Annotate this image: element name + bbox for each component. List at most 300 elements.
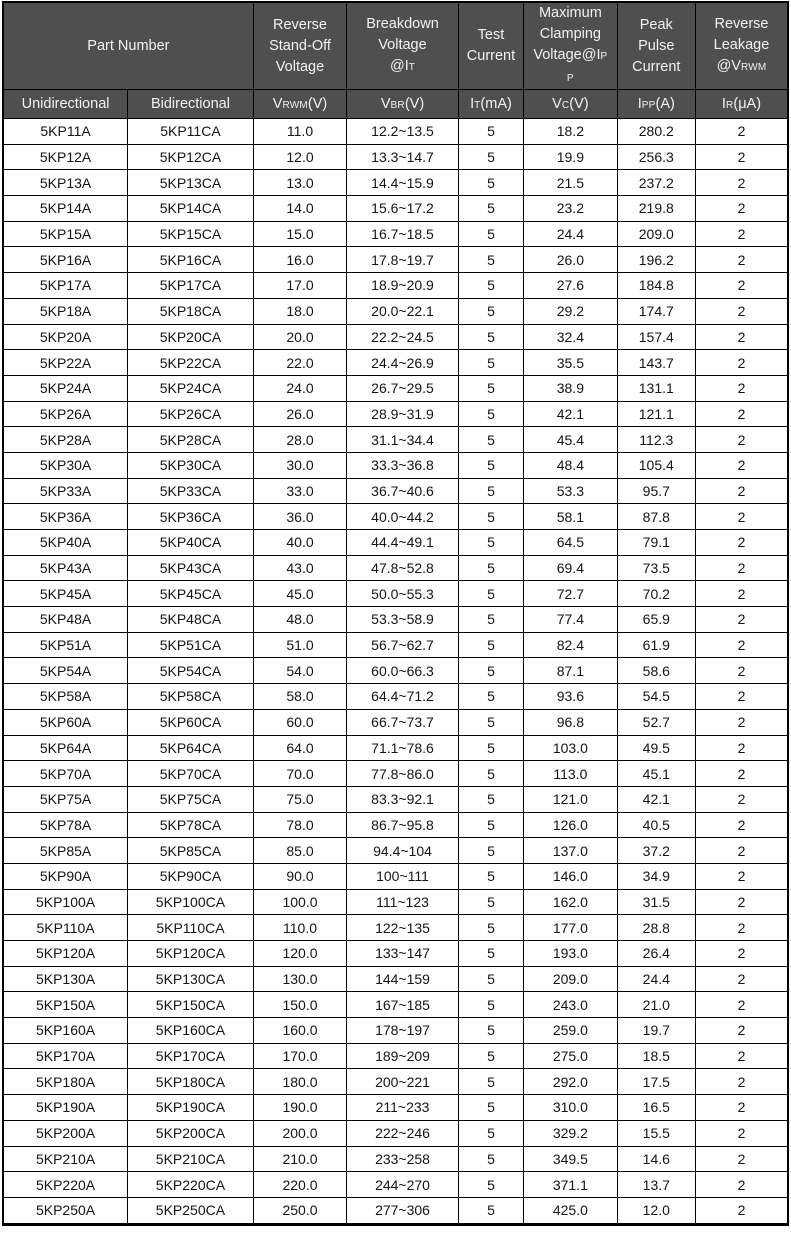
cell-test-current: 5: [458, 1095, 523, 1121]
cell-part-unidirectional: 5KP13A: [3, 170, 128, 196]
cell-reverse-leakage: 2: [695, 350, 788, 376]
cell-peak-pulse-current: 37.2: [617, 838, 695, 864]
table-row: [3, 427, 788, 453]
header-line: Current: [632, 58, 681, 75]
table-row: [3, 144, 788, 170]
cell-part-unidirectional: 5KP24A: [3, 375, 128, 401]
cell-test-current: 5: [458, 401, 523, 427]
cell-part-unidirectional: 5KP36A: [3, 504, 128, 530]
cell-test-current: 5: [458, 607, 523, 633]
cell-clamping-voltage: 371.1: [524, 1172, 617, 1198]
cell-peak-pulse-current: 105.4: [617, 452, 695, 478]
table-row: [3, 119, 788, 145]
cell-clamping-voltage: 329.2: [524, 1120, 617, 1146]
cell-vbr-voltage: 18.9~20.9: [347, 273, 459, 299]
cell-peak-pulse-current: 19.7: [617, 1018, 695, 1044]
col-header-reverse-leakage: [695, 2, 788, 90]
cell-peak-pulse-current: 95.7: [617, 478, 695, 504]
table-row: [3, 684, 788, 710]
cell-part-bidirectional: 5KP210CA: [128, 1146, 254, 1172]
cell-vrwm-voltage: 220.0: [253, 1172, 346, 1198]
subscript: T: [474, 100, 481, 111]
cell-part-bidirectional: 5KP15CA: [128, 221, 254, 247]
cell-peak-pulse-current: 112.3: [617, 427, 695, 453]
subscript: R: [725, 100, 734, 111]
cell-test-current: 5: [458, 1172, 523, 1198]
cell-vrwm-voltage: 36.0: [253, 504, 346, 530]
cell-part-bidirectional: 5KP150CA: [128, 992, 254, 1018]
cell-part-unidirectional: 5KP210A: [3, 1146, 128, 1172]
cell-clamping-voltage: 103.0: [524, 735, 617, 761]
cell-reverse-leakage: 2: [695, 889, 788, 915]
cell-reverse-leakage: 2: [695, 1197, 788, 1224]
cell-part-bidirectional: 5KP250CA: [128, 1197, 254, 1224]
cell-test-current: 5: [458, 170, 523, 196]
cell-part-bidirectional: 5KP51CA: [128, 632, 254, 658]
cell-vrwm-voltage: 20.0: [253, 324, 346, 350]
table-row: [3, 1043, 788, 1069]
cell-vbr-voltage: 94.4~104: [347, 838, 459, 864]
cell-test-current: 5: [458, 684, 523, 710]
cell-peak-pulse-current: 219.8: [617, 196, 695, 222]
cell-test-current: 5: [458, 555, 523, 581]
cell-peak-pulse-current: 184.8: [617, 273, 695, 299]
cell-test-current: 5: [458, 1018, 523, 1044]
cell-peak-pulse-current: 15.5: [617, 1120, 695, 1146]
cell-peak-pulse-current: 26.4: [617, 941, 695, 967]
table-row: [3, 607, 788, 633]
cell-reverse-leakage: 2: [695, 273, 788, 299]
col-header-vbr-unit: VBR(V): [347, 90, 459, 119]
cell-part-bidirectional: 5KP17CA: [128, 273, 254, 299]
table-body: [3, 119, 788, 1225]
cell-test-current: 5: [458, 375, 523, 401]
cell-vrwm-voltage: 100.0: [253, 889, 346, 915]
cell-test-current: 5: [458, 1043, 523, 1069]
cell-reverse-leakage: 2: [695, 1146, 788, 1172]
cell-vbr-voltage: 71.1~78.6: [347, 735, 459, 761]
table-row: [3, 761, 788, 787]
cell-part-unidirectional: 5KP28A: [3, 427, 128, 453]
cell-part-unidirectional: 5KP58A: [3, 684, 128, 710]
cell-part-bidirectional: 5KP85CA: [128, 838, 254, 864]
cell-clamping-voltage: 23.2: [524, 196, 617, 222]
cell-vbr-voltage: 189~209: [347, 1043, 459, 1069]
cell-vrwm-voltage: 90.0: [253, 863, 346, 889]
cell-vrwm-voltage: 30.0: [253, 452, 346, 478]
cell-part-bidirectional: 5KP33CA: [128, 478, 254, 504]
cell-peak-pulse-current: 157.4: [617, 324, 695, 350]
cell-part-bidirectional: 5KP11CA: [128, 119, 254, 145]
col-header-ir-unit: IR(μA): [695, 90, 788, 119]
cell-part-unidirectional: 5KP75A: [3, 786, 128, 812]
cell-peak-pulse-current: 12.0: [617, 1197, 695, 1224]
cell-clamping-voltage: 42.1: [524, 401, 617, 427]
cell-reverse-leakage: 2: [695, 324, 788, 350]
cell-vbr-voltage: 233~258: [347, 1146, 459, 1172]
table-row: [3, 992, 788, 1018]
cell-part-bidirectional: 5KP18CA: [128, 298, 254, 324]
cell-vbr-voltage: 60.0~66.3: [347, 658, 459, 684]
cell-test-current: 5: [458, 658, 523, 684]
cell-vbr-voltage: 111~123: [347, 889, 459, 915]
cell-clamping-voltage: 53.3: [524, 478, 617, 504]
header-line: Voltage: [275, 58, 325, 75]
cell-clamping-voltage: 87.1: [524, 658, 617, 684]
cell-peak-pulse-current: 45.1: [617, 761, 695, 787]
cell-peak-pulse-current: 28.8: [617, 915, 695, 941]
cell-vbr-voltage: 178~197: [347, 1018, 459, 1044]
cell-vbr-voltage: 122~135: [347, 915, 459, 941]
cell-reverse-leakage: 2: [695, 941, 788, 967]
table-row: [3, 966, 788, 992]
cell-peak-pulse-current: 14.6: [617, 1146, 695, 1172]
cell-vrwm-voltage: 190.0: [253, 1095, 346, 1121]
table-row: [3, 247, 788, 273]
cell-part-unidirectional: 5KP54A: [3, 658, 128, 684]
cell-part-unidirectional: 5KP30A: [3, 452, 128, 478]
header-line: Stand-Off: [269, 37, 331, 54]
cell-test-current: 5: [458, 1146, 523, 1172]
cell-vrwm-voltage: 85.0: [253, 838, 346, 864]
cell-vrwm-voltage: 75.0: [253, 786, 346, 812]
cell-peak-pulse-current: 209.0: [617, 221, 695, 247]
col-header-reverse-standoff-voltage: [253, 2, 346, 90]
cell-part-bidirectional: 5KP170CA: [128, 1043, 254, 1069]
cell-reverse-leakage: 2: [695, 709, 788, 735]
cell-clamping-voltage: 72.7: [524, 581, 617, 607]
cell-vbr-voltage: 244~270: [347, 1172, 459, 1198]
cell-clamping-voltage: 24.4: [524, 221, 617, 247]
cell-clamping-voltage: 45.4: [524, 427, 617, 453]
cell-test-current: 5: [458, 1069, 523, 1095]
cell-peak-pulse-current: 143.7: [617, 350, 695, 376]
cell-clamping-voltage: 32.4: [524, 324, 617, 350]
cell-part-unidirectional: 5KP110A: [3, 915, 128, 941]
cell-clamping-voltage: 96.8: [524, 709, 617, 735]
cell-clamping-voltage: 349.5: [524, 1146, 617, 1172]
header-line: Test: [477, 27, 505, 43]
cell-part-bidirectional: 5KP40CA: [128, 530, 254, 556]
cell-clamping-voltage: 121.0: [524, 786, 617, 812]
table-row: [3, 1120, 788, 1146]
cell-part-bidirectional: 5KP12CA: [128, 144, 254, 170]
cell-part-unidirectional: 5KP51A: [3, 632, 128, 658]
header-line: Leakage: [713, 37, 770, 53]
tvs-diode-spec-table: [2, 1, 789, 1226]
cell-clamping-voltage: 259.0: [524, 1018, 617, 1044]
cell-vbr-voltage: 222~246: [347, 1120, 459, 1146]
cell-part-bidirectional: 5KP48CA: [128, 607, 254, 633]
cell-test-current: 5: [458, 863, 523, 889]
cell-reverse-leakage: 2: [695, 196, 788, 222]
cell-vrwm-voltage: 43.0: [253, 555, 346, 581]
cell-part-unidirectional: 5KP40A: [3, 530, 128, 556]
cell-reverse-leakage: 2: [695, 786, 788, 812]
cell-vbr-voltage: 40.0~44.2: [347, 504, 459, 530]
cell-vbr-voltage: 20.0~22.1: [347, 298, 459, 324]
cell-vrwm-voltage: 170.0: [253, 1043, 346, 1069]
table-row: [3, 530, 788, 556]
cell-reverse-leakage: 2: [695, 478, 788, 504]
cell-part-bidirectional: 5KP100CA: [128, 889, 254, 915]
cell-peak-pulse-current: 70.2: [617, 581, 695, 607]
cell-vrwm-voltage: 17.0: [253, 273, 346, 299]
col-header-breakdown-voltage: [347, 2, 459, 90]
cell-test-current: 5: [458, 735, 523, 761]
cell-vbr-voltage: 53.3~58.9: [347, 607, 459, 633]
table-row: [3, 735, 788, 761]
cell-part-unidirectional: 5KP43A: [3, 555, 128, 581]
cell-peak-pulse-current: 49.5: [617, 735, 695, 761]
cell-test-current: 5: [458, 350, 523, 376]
cell-vrwm-voltage: 40.0: [253, 530, 346, 556]
cell-vrwm-voltage: 15.0: [253, 221, 346, 247]
cell-peak-pulse-current: 52.7: [617, 709, 695, 735]
cell-vbr-voltage: 86.7~95.8: [347, 812, 459, 838]
cell-peak-pulse-current: 73.5: [617, 555, 695, 581]
table-row: [3, 632, 788, 658]
header-line: @VRWM: [716, 58, 767, 74]
cell-clamping-voltage: 18.2: [524, 119, 617, 145]
cell-vbr-voltage: 83.3~92.1: [347, 786, 459, 812]
subscript: P: [600, 51, 608, 62]
cell-part-unidirectional: 5KP85A: [3, 838, 128, 864]
cell-peak-pulse-current: 174.7: [617, 298, 695, 324]
table-row: [3, 350, 788, 376]
table-row: [3, 1095, 788, 1121]
header-line: Pulse: [638, 37, 675, 54]
cell-part-bidirectional: 5KP120CA: [128, 941, 254, 967]
cell-vbr-voltage: 33.3~36.8: [347, 452, 459, 478]
table-row: [3, 941, 788, 967]
cell-part-bidirectional: 5KP70CA: [128, 761, 254, 787]
cell-vrwm-voltage: 130.0: [253, 966, 346, 992]
cell-test-current: 5: [458, 273, 523, 299]
table-row: [3, 863, 788, 889]
cell-vrwm-voltage: 22.0: [253, 350, 346, 376]
header-line: Voltage@IP: [533, 47, 608, 63]
cell-test-current: 5: [458, 786, 523, 812]
cell-peak-pulse-current: 58.6: [617, 658, 695, 684]
cell-peak-pulse-current: 131.1: [617, 375, 695, 401]
cell-vbr-voltage: 13.3~14.7: [347, 144, 459, 170]
cell-clamping-voltage: 113.0: [524, 761, 617, 787]
table-row: [3, 1172, 788, 1198]
cell-test-current: 5: [458, 1120, 523, 1146]
cell-part-bidirectional: 5KP180CA: [128, 1069, 254, 1095]
cell-clamping-voltage: 19.9: [524, 144, 617, 170]
cell-vrwm-voltage: 180.0: [253, 1069, 346, 1095]
cell-part-bidirectional: 5KP78CA: [128, 812, 254, 838]
cell-part-bidirectional: 5KP36CA: [128, 504, 254, 530]
table-row: [3, 1146, 788, 1172]
cell-vbr-voltage: 36.7~40.6: [347, 478, 459, 504]
cell-test-current: 5: [458, 632, 523, 658]
cell-part-bidirectional: 5KP45CA: [128, 581, 254, 607]
cell-vrwm-voltage: 200.0: [253, 1120, 346, 1146]
subscript: T: [408, 62, 416, 73]
cell-reverse-leakage: 2: [695, 247, 788, 273]
cell-part-bidirectional: 5KP130CA: [128, 966, 254, 992]
cell-part-bidirectional: 5KP90CA: [128, 863, 254, 889]
table-row: [3, 709, 788, 735]
cell-clamping-voltage: 275.0: [524, 1043, 617, 1069]
cell-part-bidirectional: 5KP20CA: [128, 324, 254, 350]
header-line: Maximum: [538, 5, 602, 21]
cell-vrwm-voltage: 160.0: [253, 1018, 346, 1044]
cell-part-unidirectional: 5KP45A: [3, 581, 128, 607]
cell-part-unidirectional: 5KP250A: [3, 1197, 128, 1224]
cell-peak-pulse-current: 13.7: [617, 1172, 695, 1198]
cell-vbr-voltage: 22.2~24.5: [347, 324, 459, 350]
cell-clamping-voltage: 77.4: [524, 607, 617, 633]
cell-test-current: 5: [458, 581, 523, 607]
cell-reverse-leakage: 2: [695, 658, 788, 684]
cell-vrwm-voltage: 11.0: [253, 119, 346, 145]
cell-reverse-leakage: 2: [695, 761, 788, 787]
table-row: [3, 786, 788, 812]
cell-part-unidirectional: 5KP11A: [3, 119, 128, 145]
cell-part-bidirectional: 5KP160CA: [128, 1018, 254, 1044]
cell-vbr-voltage: 64.4~71.2: [347, 684, 459, 710]
cell-test-current: 5: [458, 941, 523, 967]
cell-part-unidirectional: 5KP70A: [3, 761, 128, 787]
cell-vrwm-voltage: 60.0: [253, 709, 346, 735]
cell-vbr-voltage: 24.4~26.9: [347, 350, 459, 376]
cell-vbr-voltage: 66.7~73.7: [347, 709, 459, 735]
cell-part-bidirectional: 5KP14CA: [128, 196, 254, 222]
cell-part-bidirectional: 5KP220CA: [128, 1172, 254, 1198]
cell-reverse-leakage: 2: [695, 530, 788, 556]
cell-clamping-voltage: 146.0: [524, 863, 617, 889]
cell-vbr-voltage: 15.6~17.2: [347, 196, 459, 222]
cell-part-bidirectional: 5KP13CA: [128, 170, 254, 196]
table-row: [3, 915, 788, 941]
cell-vbr-voltage: 77.8~86.0: [347, 761, 459, 787]
cell-reverse-leakage: 2: [695, 992, 788, 1018]
cell-vrwm-voltage: 210.0: [253, 1146, 346, 1172]
header-line: Reverse: [273, 16, 327, 33]
cell-clamping-voltage: 126.0: [524, 812, 617, 838]
cell-test-current: 5: [458, 838, 523, 864]
cell-part-unidirectional: 5KP120A: [3, 941, 128, 967]
cell-reverse-leakage: 2: [695, 915, 788, 941]
cell-test-current: 5: [458, 889, 523, 915]
cell-part-bidirectional: 5KP58CA: [128, 684, 254, 710]
cell-part-unidirectional: 5KP16A: [3, 247, 128, 273]
cell-test-current: 5: [458, 247, 523, 273]
cell-clamping-voltage: 69.4: [524, 555, 617, 581]
cell-vrwm-voltage: 16.0: [253, 247, 346, 273]
cell-part-bidirectional: 5KP64CA: [128, 735, 254, 761]
table-row: [3, 196, 788, 222]
cell-part-bidirectional: 5KP190CA: [128, 1095, 254, 1121]
col-header-it-unit: IT(mA): [458, 90, 523, 119]
cell-part-unidirectional: 5KP190A: [3, 1095, 128, 1121]
cell-vrwm-voltage: 48.0: [253, 607, 346, 633]
cell-clamping-voltage: 35.5: [524, 350, 617, 376]
cell-reverse-leakage: 2: [695, 632, 788, 658]
cell-peak-pulse-current: 65.9: [617, 607, 695, 633]
cell-vrwm-voltage: 70.0: [253, 761, 346, 787]
cell-reverse-leakage: 2: [695, 375, 788, 401]
cell-clamping-voltage: 48.4: [524, 452, 617, 478]
cell-reverse-leakage: 2: [695, 119, 788, 145]
cell-part-bidirectional: 5KP22CA: [128, 350, 254, 376]
table-row: [3, 273, 788, 299]
cell-clamping-voltage: 26.0: [524, 247, 617, 273]
table-row: [3, 1197, 788, 1224]
cell-peak-pulse-current: 21.0: [617, 992, 695, 1018]
cell-vbr-voltage: 28.9~31.9: [347, 401, 459, 427]
cell-part-unidirectional: 5KP90A: [3, 863, 128, 889]
cell-vrwm-voltage: 78.0: [253, 812, 346, 838]
cell-vbr-voltage: 144~159: [347, 966, 459, 992]
cell-reverse-leakage: 2: [695, 504, 788, 530]
table-row: [3, 221, 788, 247]
table-row: [3, 658, 788, 684]
cell-peak-pulse-current: 280.2: [617, 119, 695, 145]
table-row: [3, 298, 788, 324]
cell-vbr-voltage: 26.7~29.5: [347, 375, 459, 401]
table-row: [3, 1018, 788, 1044]
cell-vrwm-voltage: 33.0: [253, 478, 346, 504]
cell-clamping-voltage: 243.0: [524, 992, 617, 1018]
cell-test-current: 5: [458, 478, 523, 504]
cell-vrwm-voltage: 250.0: [253, 1197, 346, 1224]
cell-test-current: 5: [458, 324, 523, 350]
cell-part-unidirectional: 5KP17A: [3, 273, 128, 299]
cell-vrwm-voltage: 51.0: [253, 632, 346, 658]
cell-reverse-leakage: 2: [695, 555, 788, 581]
cell-clamping-voltage: 177.0: [524, 915, 617, 941]
cell-part-unidirectional: 5KP130A: [3, 966, 128, 992]
cell-vbr-voltage: 167~185: [347, 992, 459, 1018]
cell-part-bidirectional: 5KP200CA: [128, 1120, 254, 1146]
header-line: [526, 67, 614, 89]
header-line: Reverse: [714, 16, 769, 32]
cell-part-unidirectional: 5KP160A: [3, 1018, 128, 1044]
cell-peak-pulse-current: 31.5: [617, 889, 695, 915]
header-line: Current: [466, 48, 516, 64]
cell-reverse-leakage: 2: [695, 221, 788, 247]
cell-reverse-leakage: 2: [695, 1095, 788, 1121]
cell-vrwm-voltage: 120.0: [253, 941, 346, 967]
table-row: [3, 581, 788, 607]
table-row: [3, 838, 788, 864]
cell-part-unidirectional: 5KP200A: [3, 1120, 128, 1146]
cell-test-current: 5: [458, 966, 523, 992]
table-row: [3, 504, 788, 530]
cell-reverse-leakage: 2: [695, 452, 788, 478]
cell-reverse-leakage: 2: [695, 298, 788, 324]
cell-part-unidirectional: 5KP15A: [3, 221, 128, 247]
col-header-bidirectional: Bidirectional: [128, 90, 254, 119]
subscript: RWM: [740, 62, 767, 73]
cell-test-current: 5: [458, 119, 523, 145]
cell-clamping-voltage: 38.9: [524, 375, 617, 401]
cell-peak-pulse-current: 54.5: [617, 684, 695, 710]
cell-clamping-voltage: 162.0: [524, 889, 617, 915]
cell-vrwm-voltage: 45.0: [253, 581, 346, 607]
cell-reverse-leakage: 2: [695, 966, 788, 992]
col-header-max-clamping-voltage: [524, 2, 617, 90]
cell-reverse-leakage: 2: [695, 607, 788, 633]
cell-test-current: 5: [458, 298, 523, 324]
cell-vrwm-voltage: 14.0: [253, 196, 346, 222]
cell-vbr-voltage: 47.8~52.8: [347, 555, 459, 581]
